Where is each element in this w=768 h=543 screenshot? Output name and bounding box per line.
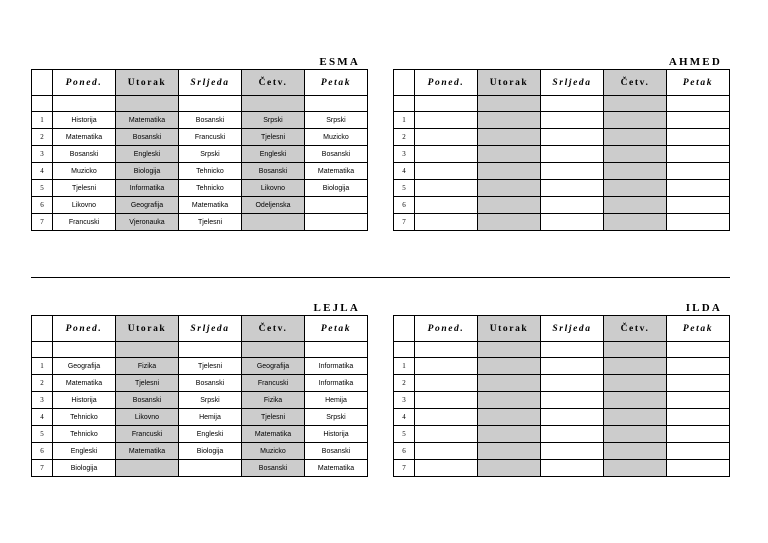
subject-cell[interactable]: Francuski — [53, 214, 116, 231]
day-header: Utorak — [478, 70, 541, 96]
subject-cell[interactable]: Matematika — [305, 163, 368, 180]
subject-cell[interactable] — [478, 375, 541, 392]
day-header: Petak — [667, 70, 730, 96]
subject-cell[interactable] — [305, 214, 368, 231]
subject-cell[interactable]: Likovno — [116, 409, 179, 426]
subject-cell[interactable] — [541, 197, 604, 214]
table-row — [394, 409, 730, 426]
table-row — [32, 180, 368, 197]
subject-cell[interactable]: Matematika — [242, 426, 305, 443]
period-number: 7 — [394, 460, 415, 477]
day-header: Utorak — [478, 316, 541, 342]
subject-cell[interactable] — [179, 460, 242, 477]
subject-cell[interactable]: Bosanski — [305, 146, 368, 163]
day-header: Poned. — [415, 70, 478, 96]
subject-cell[interactable]: Srpski — [305, 409, 368, 426]
corner-cell — [394, 316, 415, 342]
period-number: 5 — [394, 180, 415, 197]
subject-cell[interactable]: Informatika — [305, 358, 368, 375]
period-number: 4 — [394, 409, 415, 426]
subject-cell[interactable]: Historija — [53, 112, 116, 129]
subject-cell[interactable] — [478, 129, 541, 146]
subject-cell[interactable]: Muzicko — [305, 129, 368, 146]
period-number: 2 — [394, 375, 415, 392]
timetable-esma — [31, 55, 368, 231]
blank-cell — [305, 96, 368, 112]
subject-cell[interactable] — [415, 409, 478, 426]
subject-cell[interactable] — [478, 197, 541, 214]
subject-cell[interactable]: Engleski — [53, 443, 116, 460]
blank-cell — [604, 342, 667, 358]
subject-cell[interactable]: Engleski — [242, 146, 305, 163]
subject-cell[interactable] — [478, 146, 541, 163]
subject-cell[interactable] — [541, 180, 604, 197]
subject-cell[interactable]: Srpski — [305, 112, 368, 129]
period-number: 1 — [394, 112, 415, 129]
blank-cell — [394, 342, 415, 358]
subject-cell[interactable] — [604, 375, 667, 392]
subject-cell[interactable]: Bosanski — [116, 392, 179, 409]
period-number: 1 — [32, 358, 53, 375]
blank-cell — [667, 96, 730, 112]
subject-cell[interactable] — [478, 214, 541, 231]
subject-cell[interactable] — [478, 460, 541, 477]
corner-cell — [32, 316, 53, 342]
subject-cell[interactable] — [541, 358, 604, 375]
section-divider — [31, 277, 730, 278]
subject-cell[interactable] — [541, 375, 604, 392]
subject-cell[interactable]: Tehnicko — [53, 409, 116, 426]
subject-cell[interactable] — [541, 214, 604, 231]
subject-cell[interactable]: Geografija — [53, 358, 116, 375]
subject-cell[interactable] — [478, 392, 541, 409]
table-row — [394, 180, 730, 197]
subject-cell[interactable] — [604, 358, 667, 375]
period-number: 4 — [394, 163, 415, 180]
period-number: 1 — [394, 358, 415, 375]
subject-cell[interactable]: Srpski — [179, 146, 242, 163]
blank-cell — [53, 342, 116, 358]
timetable-lejla — [31, 301, 368, 477]
subject-cell[interactable]: Likovno — [242, 180, 305, 197]
subject-cell[interactable]: Matematika — [53, 129, 116, 146]
subject-cell[interactable] — [478, 409, 541, 426]
subject-cell[interactable]: Bosanski — [179, 112, 242, 129]
day-header: Poned. — [53, 70, 116, 96]
subject-cell[interactable]: Informatika — [116, 180, 179, 197]
subject-cell[interactable] — [667, 163, 730, 180]
subject-cell[interactable]: Odeljenska — [242, 197, 305, 214]
subject-cell[interactable] — [478, 443, 541, 460]
blank-cell — [242, 342, 305, 358]
subject-cell[interactable] — [415, 112, 478, 129]
subject-cell[interactable] — [415, 163, 478, 180]
subject-cell[interactable] — [667, 129, 730, 146]
subject-cell[interactable]: Engleski — [116, 146, 179, 163]
period-number: 5 — [32, 426, 53, 443]
table-row — [32, 129, 368, 146]
subject-cell[interactable]: Muzicko — [242, 443, 305, 460]
table-row — [394, 460, 730, 477]
subject-cell[interactable] — [478, 358, 541, 375]
table-row — [394, 163, 730, 180]
subject-cell[interactable]: Informatika — [305, 375, 368, 392]
subject-cell[interactable] — [667, 443, 730, 460]
period-number: 6 — [394, 197, 415, 214]
table-row — [394, 358, 730, 375]
period-number: 3 — [394, 146, 415, 163]
subject-cell[interactable] — [667, 180, 730, 197]
blank-cell — [478, 96, 541, 112]
subject-cell[interactable]: Francuski — [179, 129, 242, 146]
subject-cell[interactable] — [604, 112, 667, 129]
table-row — [32, 375, 368, 392]
table-row — [32, 112, 368, 129]
blank-cell — [32, 96, 53, 112]
subject-cell[interactable]: Geografija — [116, 197, 179, 214]
day-header: Srljeda — [541, 70, 604, 96]
subject-cell[interactable]: Fizika — [242, 392, 305, 409]
day-header: Četv. — [242, 70, 305, 96]
subject-cell[interactable]: Matematika — [116, 112, 179, 129]
subject-cell[interactable] — [667, 375, 730, 392]
day-header: Srljeda — [541, 316, 604, 342]
period-number: 6 — [394, 443, 415, 460]
period-number: 3 — [32, 146, 53, 163]
period-number: 7 — [32, 214, 53, 231]
blank-cell — [53, 96, 116, 112]
blank-cell — [478, 342, 541, 358]
subject-cell[interactable]: Tjelesni — [116, 375, 179, 392]
subject-cell[interactable]: Tehnicko — [53, 426, 116, 443]
subject-cell[interactable]: Bosanski — [179, 375, 242, 392]
subject-cell[interactable] — [604, 460, 667, 477]
subject-cell[interactable] — [604, 214, 667, 231]
subject-cell[interactable] — [541, 460, 604, 477]
blank-cell — [116, 96, 179, 112]
day-header: Utorak — [116, 70, 179, 96]
subject-cell[interactable] — [541, 443, 604, 460]
period-number: 5 — [32, 180, 53, 197]
subject-cell[interactable]: Vjeronauka — [116, 214, 179, 231]
day-header: Poned. — [53, 316, 116, 342]
subject-cell[interactable] — [415, 460, 478, 477]
period-number: 4 — [32, 409, 53, 426]
subject-cell[interactable] — [667, 112, 730, 129]
timetable-grid — [31, 315, 368, 477]
timetable-grid — [31, 69, 368, 231]
subject-cell[interactable] — [415, 392, 478, 409]
timetable-grid — [393, 69, 730, 231]
table-row — [394, 375, 730, 392]
blank-cell — [179, 342, 242, 358]
subject-cell[interactable] — [415, 129, 478, 146]
subject-cell[interactable] — [604, 197, 667, 214]
subject-cell[interactable] — [604, 443, 667, 460]
student-name: ESMA — [319, 56, 360, 68]
blank-cell — [541, 96, 604, 112]
subject-cell[interactable] — [478, 163, 541, 180]
period-number: 5 — [394, 426, 415, 443]
timetable-ilda — [393, 301, 730, 477]
corner-cell — [394, 70, 415, 96]
subject-cell[interactable]: Francuski — [242, 375, 305, 392]
day-header: Petak — [305, 70, 368, 96]
subject-cell[interactable]: Bosanski — [242, 163, 305, 180]
subject-cell[interactable] — [415, 358, 478, 375]
period-number: 6 — [32, 443, 53, 460]
table-row — [394, 443, 730, 460]
table-row — [32, 163, 368, 180]
table-row — [32, 426, 368, 443]
subject-cell[interactable] — [478, 426, 541, 443]
subject-cell[interactable] — [541, 129, 604, 146]
timetable-grid — [393, 315, 730, 477]
table-row — [32, 214, 368, 231]
subject-cell[interactable]: Bosanski — [242, 460, 305, 477]
subject-cell[interactable] — [415, 214, 478, 231]
day-header: Srljeda — [179, 70, 242, 96]
subject-cell[interactable] — [667, 358, 730, 375]
subject-cell[interactable] — [415, 146, 478, 163]
subject-cell[interactable]: Matematika — [53, 375, 116, 392]
day-header: Četv. — [242, 316, 305, 342]
blank-cell — [32, 342, 53, 358]
subject-cell[interactable] — [667, 197, 730, 214]
period-number: 3 — [32, 392, 53, 409]
subject-cell[interactable]: Biologija — [53, 460, 116, 477]
period-number: 2 — [32, 375, 53, 392]
subject-cell[interactable] — [604, 426, 667, 443]
subject-cell[interactable]: Matematika — [305, 460, 368, 477]
subject-cell[interactable] — [415, 197, 478, 214]
subject-cell[interactable]: Matematika — [116, 443, 179, 460]
subject-cell[interactable] — [242, 214, 305, 231]
timetable-ahmed — [393, 55, 730, 231]
subject-cell[interactable]: Tjelesni — [179, 358, 242, 375]
subject-cell[interactable] — [667, 146, 730, 163]
subject-cell[interactable] — [541, 146, 604, 163]
blank-cell — [667, 342, 730, 358]
subject-cell[interactable]: Biologija — [305, 180, 368, 197]
blank-cell — [415, 342, 478, 358]
table-row — [32, 358, 368, 375]
subject-cell[interactable] — [604, 163, 667, 180]
subject-cell[interactable]: Tehnicko — [179, 163, 242, 180]
period-number: 1 — [32, 112, 53, 129]
period-number: 2 — [32, 129, 53, 146]
table-row — [32, 392, 368, 409]
subject-cell[interactable] — [541, 112, 604, 129]
subject-cell[interactable]: Bosanski — [116, 129, 179, 146]
blank-cell — [179, 96, 242, 112]
table-row — [394, 392, 730, 409]
subject-cell[interactable]: Biologija — [116, 163, 179, 180]
subject-cell[interactable]: Bosanski — [53, 146, 116, 163]
period-number: 2 — [394, 129, 415, 146]
subject-cell[interactable] — [667, 409, 730, 426]
subject-cell[interactable] — [541, 409, 604, 426]
subject-cell[interactable] — [604, 129, 667, 146]
subject-cell[interactable]: Bosanski — [305, 443, 368, 460]
subject-cell[interactable]: Matematika — [179, 197, 242, 214]
subject-cell[interactable]: Tjelesni — [242, 129, 305, 146]
subject-cell[interactable] — [305, 197, 368, 214]
subject-cell[interactable] — [541, 163, 604, 180]
subject-cell[interactable] — [667, 426, 730, 443]
blank-cell — [604, 96, 667, 112]
period-number: 7 — [32, 460, 53, 477]
subject-cell[interactable]: Tjelesni — [242, 409, 305, 426]
subject-cell[interactable] — [667, 392, 730, 409]
subject-cell[interactable]: Tjelesni — [53, 180, 116, 197]
blank-cell — [242, 96, 305, 112]
period-number: 6 — [32, 197, 53, 214]
subject-cell[interactable]: Historija — [305, 426, 368, 443]
subject-cell[interactable] — [116, 460, 179, 477]
table-row — [394, 112, 730, 129]
day-header: Srljeda — [179, 316, 242, 342]
period-number: 3 — [394, 392, 415, 409]
day-header: Četv. — [604, 316, 667, 342]
table-row — [394, 214, 730, 231]
period-number: 4 — [32, 163, 53, 180]
subject-cell[interactable]: Tjelesni — [179, 214, 242, 231]
subject-cell[interactable] — [478, 112, 541, 129]
subject-cell[interactable] — [667, 460, 730, 477]
table-row — [394, 146, 730, 163]
table-row — [394, 197, 730, 214]
blank-cell — [305, 342, 368, 358]
subject-cell[interactable]: Hemija — [179, 409, 242, 426]
subject-cell[interactable]: Biologija — [179, 443, 242, 460]
blank-cell — [541, 342, 604, 358]
subject-cell[interactable] — [415, 375, 478, 392]
subject-cell[interactable] — [604, 392, 667, 409]
day-header: Utorak — [116, 316, 179, 342]
subject-cell[interactable]: Likovno — [53, 197, 116, 214]
subject-cell[interactable]: Engleski — [179, 426, 242, 443]
student-name: ILDA — [685, 302, 722, 314]
subject-cell[interactable]: Geografija — [242, 358, 305, 375]
day-header: Petak — [305, 316, 368, 342]
subject-cell[interactable]: Historija — [53, 392, 116, 409]
subject-cell[interactable] — [667, 214, 730, 231]
subject-cell[interactable] — [604, 409, 667, 426]
subject-cell[interactable]: Muzicko — [53, 163, 116, 180]
subject-cell[interactable] — [604, 146, 667, 163]
subject-cell[interactable]: Fizika — [116, 358, 179, 375]
subject-cell[interactable] — [415, 426, 478, 443]
subject-cell[interactable]: Hemija — [305, 392, 368, 409]
table-row — [32, 409, 368, 426]
table-row — [32, 197, 368, 214]
student-name: AHMED — [668, 56, 722, 68]
table-row — [394, 426, 730, 443]
period-number: 7 — [394, 214, 415, 231]
table-row — [32, 460, 368, 477]
subject-cell[interactable] — [415, 180, 478, 197]
day-header: Poned. — [415, 316, 478, 342]
subject-cell[interactable] — [541, 392, 604, 409]
corner-cell — [32, 70, 53, 96]
table-row — [394, 129, 730, 146]
subject-cell[interactable] — [541, 426, 604, 443]
subject-cell[interactable] — [604, 180, 667, 197]
day-header: Četv. — [604, 70, 667, 96]
subject-cell[interactable]: Srpski — [179, 392, 242, 409]
blank-cell — [415, 96, 478, 112]
subject-cell[interactable]: Srpski — [242, 112, 305, 129]
blank-cell — [394, 96, 415, 112]
student-name: LEJLA — [313, 302, 360, 314]
table-row — [32, 443, 368, 460]
subject-cell[interactable]: Tehnicko — [179, 180, 242, 197]
subject-cell[interactable] — [415, 443, 478, 460]
day-header: Petak — [667, 316, 730, 342]
table-row — [32, 146, 368, 163]
blank-cell — [116, 342, 179, 358]
subject-cell[interactable] — [478, 180, 541, 197]
subject-cell[interactable]: Francuski — [116, 426, 179, 443]
